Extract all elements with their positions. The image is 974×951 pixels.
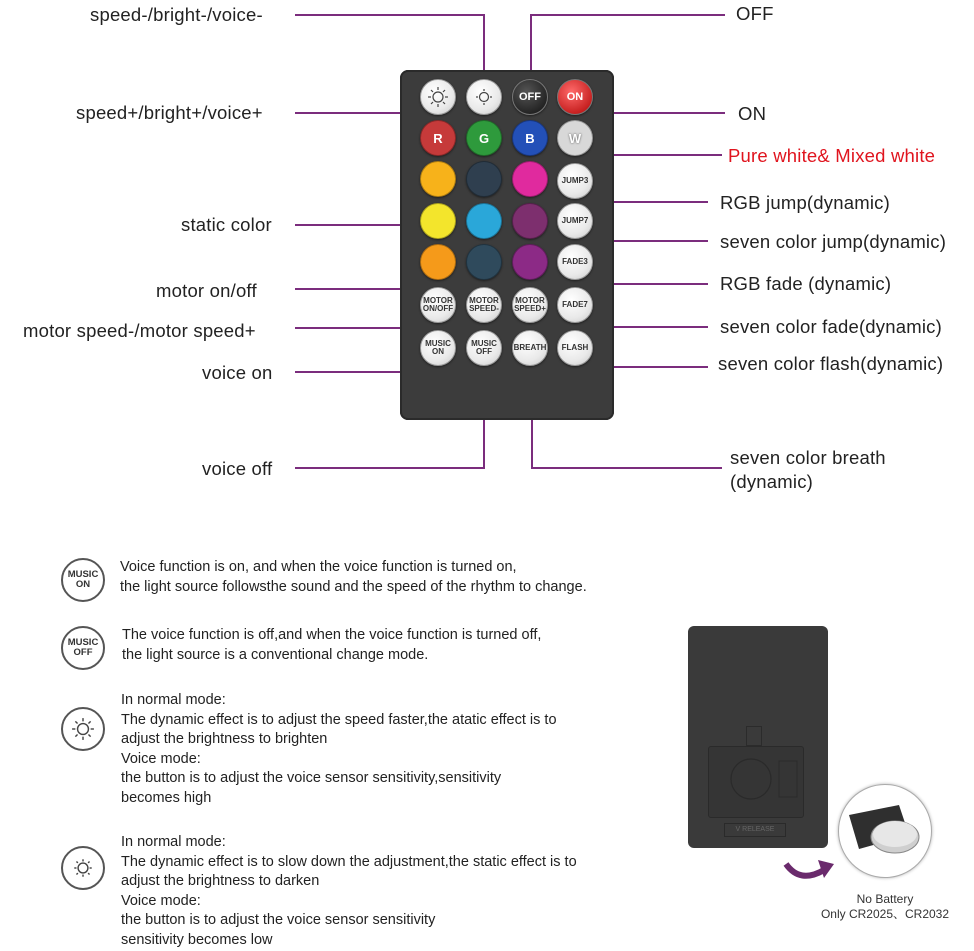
description-bright-up: In normal mode: The dynamic effect is to adjust the speed faster,the atatic effect is to adjust the brightness to brighten Voice mode: the button is to adjust the voice sensor sensitivity,sensitivity becomes high [121,692,557,806]
label-pure-white: Pure white& Mixed white [728,145,936,166]
label-seven-flash: seven color flash(dynamic) [718,353,944,374]
description-music-on: Voice function is on, and when the voice function is turned on, the light source followsthe sound and the speed of the rhythm to change. [120,559,587,595]
green-button[interactable]: G [466,120,502,156]
label-static-color: static color [181,214,272,235]
color-button[interactable] [466,161,502,197]
battery-note: No Battery Only CR2025、CR2032 [820,892,950,921]
curved-arrow-icon [778,850,838,890]
label-seven-fade: seven color fade(dynamic) [720,316,942,337]
label-seven-breath-dynamic: (dynamic) [730,471,814,492]
color-button[interactable] [420,244,456,280]
blue-button[interactable]: B [512,120,548,156]
flash-button[interactable]: FLASH [557,330,593,366]
music-on-icon: MUSIC ON [61,558,105,602]
remote-control [400,70,614,420]
label-voice-on: voice on [202,362,273,383]
bright-down-icon [473,86,495,108]
line-speed-minus [295,15,484,76]
description-bright-down: In normal mode: The dynamic effect is to slow down the adjustment,the static effect is to adjust the brightness to darken Voice mode: the button is to adjust the voice sensor sensitivity sensitivity becomes low [121,834,577,948]
bright-up-icon [427,86,449,108]
line-off [531,15,725,76]
label-seven-jump: seven color jump(dynamic) [720,231,947,252]
fade3-button[interactable]: FADE3 [557,244,593,280]
on-button[interactable]: ON [557,79,593,115]
color-button[interactable] [512,203,548,239]
battery-closeup-photo [838,784,932,878]
color-button[interactable] [466,244,502,280]
label-voice-off: voice off [202,458,273,479]
white-button[interactable]: W [557,120,593,156]
music-off-icon: MUSIC OFF [61,626,105,670]
label-motor-speed: motor speed-/motor speed+ [23,320,256,341]
release-label: V RELEASE [724,823,786,837]
bright-down-button[interactable] [466,79,502,115]
color-button[interactable] [420,203,456,239]
label-motor-onoff: motor on/off [156,280,257,301]
label-speed-plus: speed+/bright+/voice+ [76,102,263,123]
label-rgb-fade: RGB fade (dynamic) [720,273,892,294]
remote-back-photo [688,626,828,848]
music-on-button[interactable]: MUSIC ON [420,330,456,366]
color-button[interactable] [420,161,456,197]
color-button[interactable] [512,244,548,280]
color-button[interactable] [512,161,548,197]
description-music-off: The voice function is off,and when the voice function is turned off, the light source is a conventional change mode. [122,627,542,663]
label-off: OFF [736,3,774,24]
music-off-button[interactable]: MUSIC OFF [466,330,502,366]
fade7-button[interactable]: FADE7 [557,287,593,323]
bright-up-icon [61,707,105,751]
label-speed-minus: speed-/bright-/voice- [90,4,263,25]
recycle-bin-icon [746,726,762,746]
off-button[interactable]: OFF [512,79,548,115]
color-button[interactable] [466,203,502,239]
motor-speed-minus-button[interactable]: MOTOR SPEED- [466,287,502,323]
motor-onoff-button[interactable]: MOTOR ON/OFF [420,287,456,323]
red-button[interactable]: R [420,120,456,156]
jump7-button[interactable]: JUMP7 [557,203,593,239]
label-rgb-jump: RGB jump(dynamic) [720,192,890,213]
bright-down-icon [61,846,105,890]
breath-button[interactable]: BREATH [512,330,548,366]
label-on: ON [738,103,767,124]
bright-up-button[interactable] [420,79,456,115]
battery-compartment [708,746,804,818]
jump3-button[interactable]: JUMP3 [557,163,593,199]
motor-speed-plus-button[interactable]: MOTOR SPEED+ [512,287,548,323]
label-seven-breath: seven color breath [730,447,886,468]
